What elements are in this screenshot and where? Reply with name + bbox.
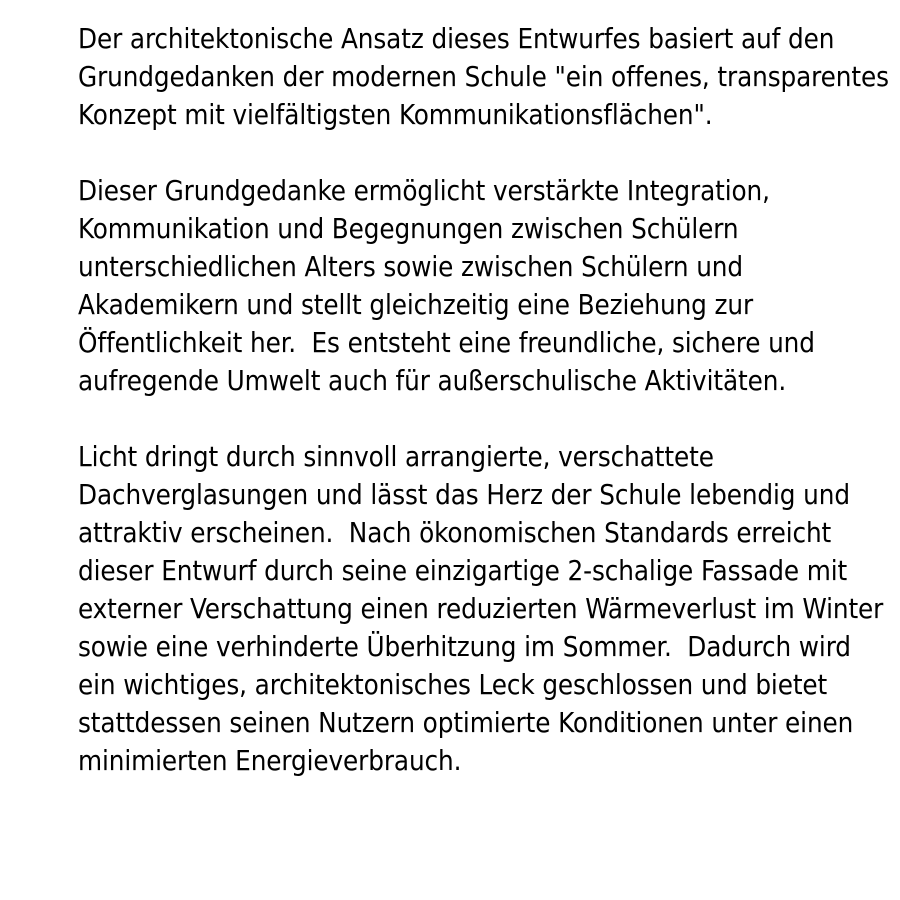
paragraph-2: Dieser Grundgedanke ermöglicht verstärkte Integration, Kommunikation und Begegnungen zwischen Schülern unterschiedlichen Alters sowie zwischen Schülern und Akademikern und stellt gleichzeitig eine Beziehung zur Öffentlichkeit her. Es entsteht eine freundliche, sichere und aufregende Umwelt auch für außerschulische Aktivitäten. <box>78 175 823 397</box>
body-text <box>78 20 897 780</box>
paragraph-1: Der architektonische Ansatz dieses Entwurfes basiert auf den Grundgedanken der modernen Schule "ein offenes, transparentes Konzept mit vielfältigsten Kommunikationsflächen". <box>78 23 897 131</box>
paragraph-3: Licht dringt durch sinnvoll arrangierte, verschattete Dachverglasungen und lässt das Herz der Schule lebendig und attraktiv erscheinen. Nach ökonomischen Standards erreicht dieser Entwurf durch seine einzigartige 2-schalige Fassade mit externer Verschattung einen reduzierten Wärmeverlust im Winter sowie eine verhinderte Überhitzung im Sommer. Dadurch wird ein wichtiges, architektonisches Leck geschlossen und bietet stattdessen seinen Nutzern optimierte Konditionen unter einen minimierten Energieverbrauch. <box>78 441 892 777</box>
